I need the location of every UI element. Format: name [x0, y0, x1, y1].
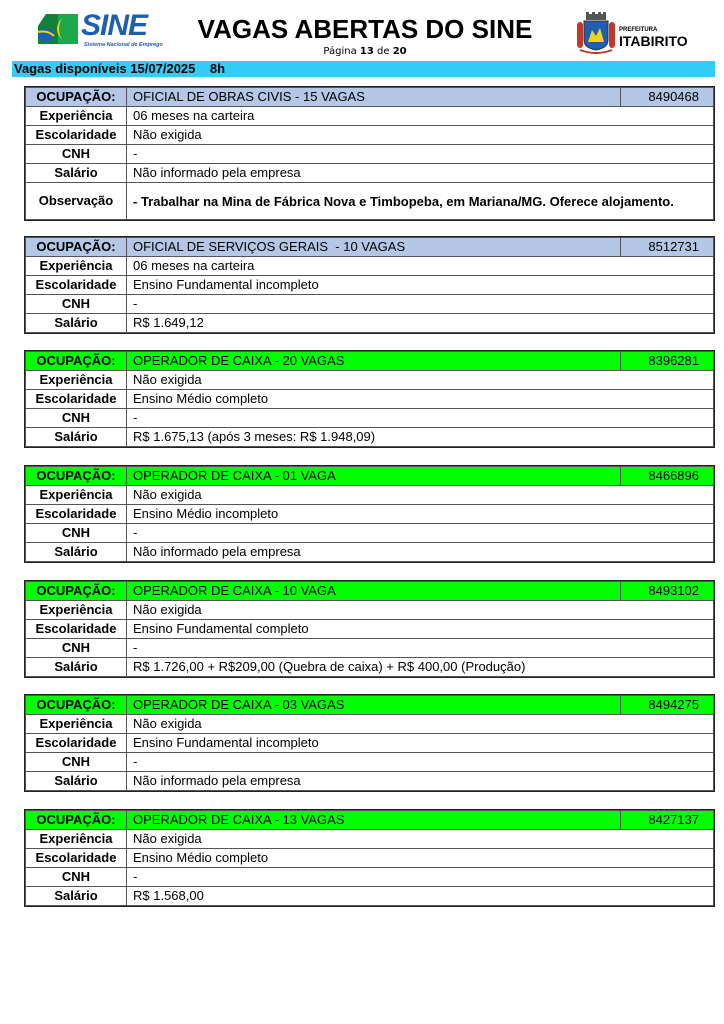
escolaridade-row	[26, 849, 714, 868]
experiencia-row	[26, 107, 714, 126]
job-header-row	[26, 467, 714, 486]
ocupacao-label: OCUPAÇÃO:	[26, 238, 127, 257]
job-code: 8512731	[621, 238, 714, 257]
observacao-value: - Trabalhar na Mina de Fábrica Nova e Timbopeba, em Mariana/MG. Oferece alojamento.	[127, 183, 714, 220]
experiencia-value: 06 meses na carteira	[127, 107, 714, 126]
job-header-row	[26, 696, 714, 715]
date-bar: Vagas disponíveis 15/07/2025 8h	[12, 61, 715, 77]
ocupacao-value: OFICIAL DE SERVIÇOS GERAIS - 10 VAGAS	[127, 238, 621, 257]
salario-row	[26, 658, 714, 677]
escolaridade-label: Escolaridade	[26, 849, 127, 868]
ocupacao-label: OCUPAÇÃO:	[26, 88, 127, 107]
experiencia-value: Não exigida	[127, 486, 714, 505]
ocupacao-label: OCUPAÇÃO:	[26, 582, 127, 601]
salario-value: R$ 1.649,12	[127, 314, 714, 333]
escolaridade-value: Ensino Médio completo	[127, 390, 714, 409]
job-table	[24, 236, 715, 334]
experiencia-value: Não exigida	[127, 715, 714, 734]
salario-row	[26, 543, 714, 562]
observacao-row	[26, 183, 714, 220]
salario-value: Não informado pela empresa	[127, 772, 714, 791]
experiencia-label: Experiência	[26, 371, 127, 390]
experiencia-row	[26, 601, 714, 620]
cnh-label: CNH	[26, 409, 127, 428]
cnh-value: -	[127, 409, 714, 428]
brazil-flag-icon	[38, 14, 78, 44]
city-crest-icon	[576, 12, 616, 54]
escolaridade-label: Escolaridade	[26, 126, 127, 145]
experiencia-row	[26, 715, 714, 734]
sine-logo-subtitle: Sistema Nacional de Emprego	[84, 42, 163, 48]
cnh-label: CNH	[26, 145, 127, 164]
cnh-row	[26, 145, 714, 164]
job-code: 8490468	[621, 88, 714, 107]
salario-row	[26, 164, 714, 183]
cnh-row	[26, 409, 714, 428]
experiencia-label: Experiência	[26, 107, 127, 126]
cnh-row	[26, 868, 714, 887]
ocupacao-label: OCUPAÇÃO:	[26, 696, 127, 715]
salario-value: R$ 1.726,00 + R$209,00 (Quebra de caixa) + R$ 400,00 (Produção)	[127, 658, 714, 677]
escolaridade-value: Não exigida	[127, 126, 714, 145]
job-code: 8427137	[621, 811, 714, 830]
page-total: 20	[392, 46, 407, 57]
escolaridade-value: Ensino Fundamental incompleto	[127, 276, 714, 295]
experiencia-label: Experiência	[26, 830, 127, 849]
escolaridade-row	[26, 276, 714, 295]
escolaridade-value: Ensino Médio incompleto	[127, 505, 714, 524]
experiencia-row	[26, 486, 714, 505]
escolaridade-label: Escolaridade	[26, 734, 127, 753]
experiencia-label: Experiência	[26, 715, 127, 734]
salario-value: Não informado pela empresa	[127, 543, 714, 562]
experiencia-value: Não exigida	[127, 371, 714, 390]
job-code: 8493102	[621, 582, 714, 601]
job-header-row	[26, 88, 714, 107]
salario-label: Salário	[26, 658, 127, 677]
job-header-row	[26, 238, 714, 257]
escolaridade-label: Escolaridade	[26, 276, 127, 295]
experiencia-value: Não exigida	[127, 830, 714, 849]
salario-label: Salário	[26, 164, 127, 183]
salario-label: Salário	[26, 314, 127, 333]
experiencia-value: Não exigida	[127, 601, 714, 620]
page-of: de	[377, 46, 390, 57]
job-header-row	[26, 352, 714, 371]
cnh-value: -	[127, 145, 714, 164]
salario-row	[26, 428, 714, 447]
job-header-row	[26, 811, 714, 830]
salario-label: Salário	[26, 887, 127, 906]
experiencia-row	[26, 371, 714, 390]
job-table	[24, 580, 715, 678]
job-table	[24, 809, 715, 907]
cnh-label: CNH	[26, 524, 127, 543]
escolaridade-row	[26, 505, 714, 524]
escolaridade-row	[26, 620, 714, 639]
job-code: 8396281	[621, 352, 714, 371]
page-title: VAGAS ABERTAS DO SINE	[197, 14, 533, 44]
salario-row	[26, 887, 714, 906]
escolaridade-value: Ensino Fundamental incompleto	[127, 734, 714, 753]
escolaridade-label: Escolaridade	[26, 505, 127, 524]
job-table	[24, 694, 715, 792]
page-indicator	[170, 45, 560, 58]
ocupacao-value: OPERADOR DE CAIXA - 03 VAGAS	[127, 696, 621, 715]
escolaridade-label: Escolaridade	[26, 390, 127, 409]
cnh-label: CNH	[26, 868, 127, 887]
ocupacao-value: OFICIAL DE OBRAS CIVIS - 15 VAGAS	[127, 88, 621, 107]
cnh-value: -	[127, 524, 714, 543]
ocupacao-label: OCUPAÇÃO:	[26, 811, 127, 830]
salario-label: Salário	[26, 543, 127, 562]
cnh-row	[26, 753, 714, 772]
job-header-row	[26, 582, 714, 601]
escolaridade-row	[26, 734, 714, 753]
ocupacao-value: OPERADOR DE CAIXA - 20 VAGAS	[127, 352, 621, 371]
ocupacao-value: OPERADOR DE CAIXA - 10 VAGA	[127, 582, 621, 601]
experiencia-label: Experiência	[26, 257, 127, 276]
prefeitura-label: PREFEITURA	[619, 27, 658, 33]
experiencia-row	[26, 257, 714, 276]
ocupacao-value: OPERADOR DE CAIXA - 13 VAGAS	[127, 811, 621, 830]
job-code: 8494275	[621, 696, 714, 715]
escolaridade-row	[26, 390, 714, 409]
cnh-row	[26, 295, 714, 314]
itabirito-label: ITABIRITO	[619, 33, 688, 49]
salario-value: Não informado pela empresa	[127, 164, 714, 183]
page-label: Página	[323, 46, 357, 57]
ocupacao-value: OPERADOR DE CAIXA - 01 VAGA	[127, 467, 621, 486]
job-table	[24, 465, 715, 563]
job-code: 8466896	[621, 467, 714, 486]
cnh-value: -	[127, 753, 714, 772]
salario-row	[26, 772, 714, 791]
prefeitura-itabirito-logo	[576, 12, 688, 56]
cnh-row	[26, 639, 714, 658]
cnh-label: CNH	[26, 295, 127, 314]
page-current: 13	[359, 46, 374, 57]
experiencia-value: 06 meses na carteira	[127, 257, 714, 276]
salario-value: R$ 1.675,13 (após 3 meses: R$ 1.948,09)	[127, 428, 714, 447]
experiencia-label: Experiência	[26, 486, 127, 505]
job-table	[24, 350, 715, 448]
experiencia-row	[26, 830, 714, 849]
escolaridade-row	[26, 126, 714, 145]
cnh-label: CNH	[26, 753, 127, 772]
experiencia-label: Experiência	[26, 601, 127, 620]
sine-logo-text: SINE	[81, 9, 148, 42]
salario-row	[26, 314, 714, 333]
salario-label: Salário	[26, 428, 127, 447]
escolaridade-value: Ensino Fundamental completo	[127, 620, 714, 639]
escolaridade-label: Escolaridade	[26, 620, 127, 639]
salario-value: R$ 1.568,00	[127, 887, 714, 906]
ocupacao-label: OCUPAÇÃO:	[26, 352, 127, 371]
sine-logo	[38, 9, 163, 52]
job-table	[24, 86, 715, 221]
observacao-label: Observação	[26, 183, 127, 220]
ocupacao-label: OCUPAÇÃO:	[26, 467, 127, 486]
cnh-value: -	[127, 639, 714, 658]
cnh-value: -	[127, 295, 714, 314]
cnh-row	[26, 524, 714, 543]
cnh-value: -	[127, 868, 714, 887]
escolaridade-value: Ensino Médio completo	[127, 849, 714, 868]
cnh-label: CNH	[26, 639, 127, 658]
salario-label: Salário	[26, 772, 127, 791]
